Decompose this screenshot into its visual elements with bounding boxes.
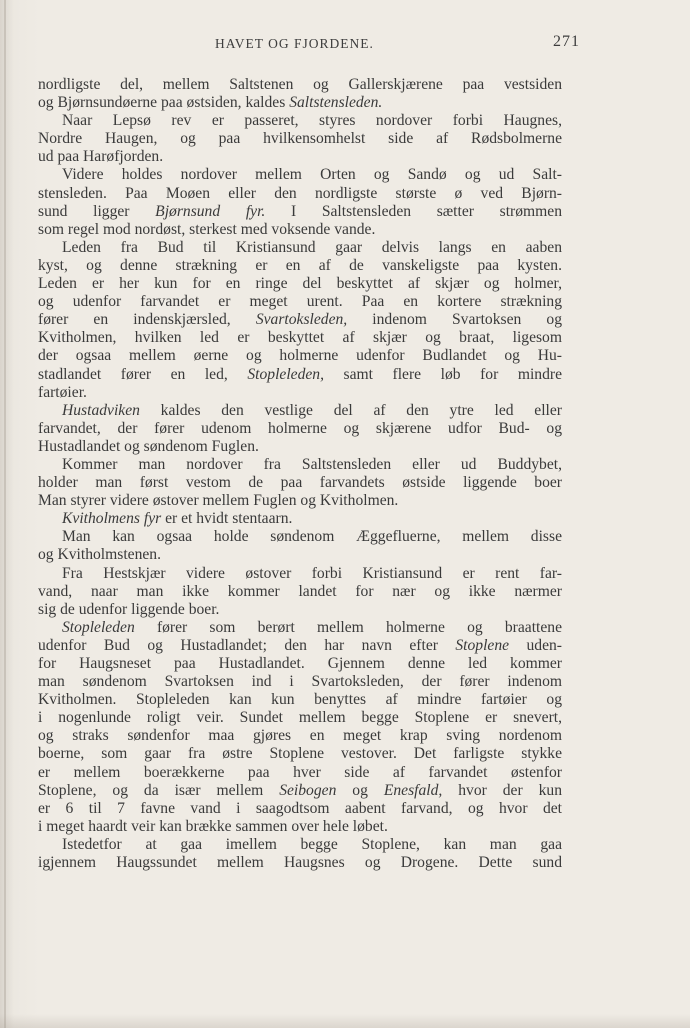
text-line: og Bjørnsundøerne paa østsiden, kaldes Saltstensleden. [38, 94, 383, 112]
text-line: Hustadviken kaldes den vestlige del af den ytre led eller [62, 401, 562, 419]
text-line: og straks søndenfor maa gjøres en meget krap sving nordenom [38, 727, 562, 745]
text-line: Man styrer videre østover mellem Fuglen og Kvitholmen. [38, 492, 399, 510]
text-line: Stopleleden fører som berørt mellem holmerne og braattene [62, 618, 562, 636]
text-line: kyst, og denne strækning er en af de vanskeligste paa kysten. [38, 256, 562, 274]
running-title: HAVET OG FJORDENE. [215, 36, 374, 51]
text-line: boerne, som gaar fra østre Stoplene vestover. Det farligste stykke [38, 745, 562, 763]
text-line: Man kan ogsaa holde søndenom Æggefluerne, mellem disse [62, 528, 562, 546]
text-line: Kvitholmens fyr er et hvidt stentaarn. [62, 510, 293, 528]
text-line: i meget haardt veir kan brække sammen over hele løbet. [38, 817, 388, 835]
text-line: for Haugsneset paa Hustadlandet. Gjennem denne led kommer [38, 655, 562, 672]
text-line: stadlandet fører en led, Stopleleden, samt flere løb for mindre [38, 365, 562, 383]
text-line: Leden fra Bud til Kristiansund gaar delvis langs en aaben [62, 238, 562, 256]
text-line: som regel mod nordøst, sterkest med voksende vande. [38, 220, 376, 238]
text-line: sig de udenfor liggende boer. [38, 600, 220, 618]
text-line: Kvitholmen. Stopleleden kan kun benyttes af mindre fartøier og [38, 691, 562, 709]
text-line: farvandet, der fører udenom holmerne og skjærene udfor Bud- og [38, 419, 562, 437]
text-line: vand, naar man ikke kommer landet for nær og ikke nærmer [38, 582, 562, 600]
body-text [38, 76, 562, 872]
running-head [40, 33, 580, 56]
text-line: holder man først vestom de paa farvandets østside liggende boer [38, 474, 562, 492]
text-line: og Kvitholmstenen. [38, 546, 162, 564]
text-line: ud paa Harøfjorden. [38, 148, 164, 166]
text-line: Stoplene, og da især mellem Seibogen og Enesfald, hvor der kun [38, 781, 562, 799]
text-line: Leden er her kun for en ringe del beskyttet af skjær og holmer, [38, 275, 562, 293]
text-line: Kvitholmen, hvilken led er beskyttet af skjær og braat, ligesom [38, 329, 562, 347]
text-line: der ogsaa mellem øerne og holmerne udenfor Budlandet og Hu- [38, 347, 562, 365]
page-bottom-shadow [0, 1014, 690, 1028]
text-line: man søndenom Svartoksen ind i Svartoksleden, der fører indenom [38, 673, 562, 691]
text-line: i nogenlunde roligt veir. Sundet mellem begge Stoplene er snevert, [38, 709, 562, 727]
text-line: er 6 til 7 favne vand i saagodtsom aabent farvand, og hvor det [38, 799, 562, 817]
text-line: Naar Lepsø rev er passeret, styres nordover forbi Haugnes, [62, 112, 562, 130]
text-line: nordligste del, mellem Saltstenen og Gallerskjærene paa vestsiden [38, 76, 562, 93]
page-number: 271 [553, 33, 580, 50]
text-line: sund ligger Bjørnsund fyr. I Saltstensleden sætter strømmen [38, 202, 562, 220]
text-line: fartøier. [38, 383, 87, 401]
text-line: udenfor Bud og Hustadlandet; den har navn efter Stoplene uden- [38, 636, 563, 654]
text-line: er mellem boerækkerne paa hver side af farvandet østenfor [38, 763, 562, 781]
text-line: stensleden. Paa Moøen eller den nordligste største ø ved Bjørn- [38, 184, 562, 202]
text-line: igjennem Haugssundet mellem Haugsnes og Drogene. Dette sund [38, 854, 562, 872]
text-line: og udenfor farvandet er meget urent. Paa en kortere strækning [38, 293, 562, 311]
text-line: fører en indenskjærsled, Svartoksleden, indenom Svartoksen og [38, 311, 562, 329]
text-line: Nordre Haugen, og paa hvilkensomhelst side af Rødsbolmerne [38, 130, 562, 148]
text-line: Hustadlandet og søndenom Fuglen. [38, 437, 259, 455]
text-line: Kommer man nordover fra Saltstensleden eller ud Buddybet, [62, 455, 562, 473]
text-line: Istedetfor at gaa imellem begge Stoplene, kan man gaa [62, 835, 562, 853]
text-line: Fra Hestskjær videre østover forbi Kristiansund er rent far- [62, 564, 562, 582]
page-gutter-edge [4, 0, 6, 1028]
text-line: Videre holdes nordover mellem Orten og Sandø og ud Salt- [62, 166, 562, 184]
